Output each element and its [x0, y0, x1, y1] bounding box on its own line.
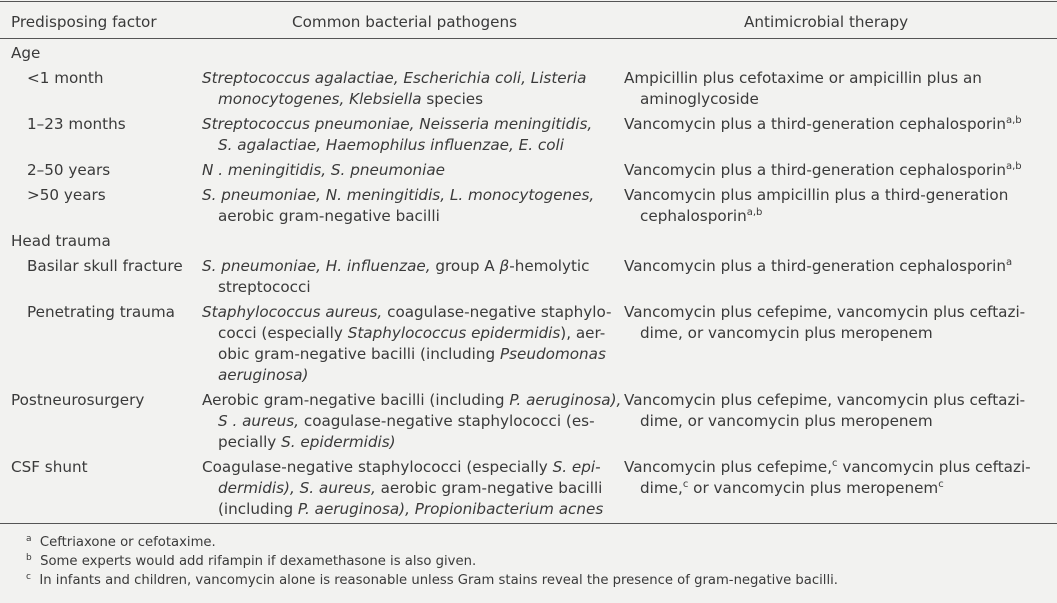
pathogens-cell [202, 114, 602, 156]
factor-cell: Basilar skull fracture [27, 257, 183, 275]
pathogen-text: cocci (especially [218, 324, 348, 342]
therapy-cell [624, 114, 1049, 135]
top-rule [0, 1, 1057, 2]
pathogen-text: Aerobic gram-negative bacilli (including [202, 391, 510, 409]
pathogen-text: -hemolytic [509, 257, 590, 275]
therapy-text: vancomycin plus ceftazi- [837, 458, 1031, 476]
factor-cell: Postneurosurgery [11, 391, 145, 409]
pathogen-text: group A [430, 257, 500, 275]
pathogen-text: coagulase-negative staphylo- [382, 303, 612, 321]
footnote-b [26, 554, 476, 570]
pathogen-text: aeruginosa) [218, 366, 309, 384]
footnote-c [26, 573, 838, 589]
pathogens-cell [202, 457, 602, 520]
pathogen-text: monocytogenes, Klebsiella [218, 90, 422, 108]
factor-cell: 1–23 months [27, 115, 126, 133]
footnote-ref: c [832, 458, 838, 469]
footnote-ref: a,b [1006, 161, 1022, 172]
footnote-mark: a [26, 534, 32, 544]
pathogen-text: pecially [218, 433, 282, 451]
therapy-text: Vancomycin plus a third-generation cephalosporin [624, 257, 1006, 275]
therapy-text: Vancomycin plus cefepime, vancomycin plus ceftazi- [624, 391, 1026, 409]
therapy-text: Vancomycin plus ampicillin plus a third-generation [624, 186, 1009, 204]
therapy-cell [624, 68, 1049, 110]
footnote-ref: a [1006, 257, 1013, 268]
pathogens-cell [202, 390, 622, 453]
footnote-a [26, 535, 216, 551]
pathogens-cell [202, 185, 602, 227]
footnote-text: Ceftriaxone or cefotaxime. [39, 535, 216, 550]
footnote-text: Some experts would add rifampin if dexamethasone is also given. [40, 554, 477, 569]
pathogen-text: species [421, 90, 484, 108]
therapy-text: dime, or vancomycin plus meropenem [640, 412, 933, 430]
pathogen-text: S. agalactiae, Haemophilus influenzae, E. coli [218, 136, 564, 154]
pathogen-text: S . aureus, [218, 412, 300, 430]
pathogen-text: coagulase-negative staphylococci (es- [299, 412, 595, 430]
pathogen-text: P. aeruginosa), Propionibacterium acnes [297, 500, 604, 518]
group-label: Age [11, 44, 41, 62]
therapy-cell [624, 390, 1049, 432]
pathogens-cell [202, 68, 602, 110]
therapy-text: Vancomycin plus cefepime, vancomycin plus ceftazi- [624, 303, 1026, 321]
bottom-rule [0, 523, 1057, 524]
factor-cell: <1 month [27, 69, 104, 87]
pathogen-text: dermidis), S. aureus, [218, 479, 376, 497]
header-rule [0, 38, 1057, 39]
pathogen-text: S. epi- [552, 458, 601, 476]
pathogen-text: S. pneumoniae, N. meningitidis, L. monocytogenes, [202, 186, 595, 204]
pathogen-text: Streptococcus agalactiae, Escherichia coli, Listeria [202, 69, 587, 87]
factor-cell: 2–50 years [27, 161, 111, 179]
therapy-cell [624, 185, 1049, 227]
pathogen-text: Coagulase-negative staphylococci (especially [202, 458, 553, 476]
footnote-text: In infants and children, vancomycin alone is reasonable unless Gram stains reveal the presence of gram-negative bacilli. [39, 573, 838, 588]
factor-cell: >50 years [27, 186, 106, 204]
pathogen-text: (including [218, 500, 298, 518]
therapy-cell [624, 457, 1049, 499]
footnote-mark: b [26, 553, 32, 563]
pathogen-text: N . meningitidis, S. pneumoniae [202, 161, 446, 179]
group-label: Head trauma [11, 232, 111, 250]
pathogens-cell [202, 160, 602, 181]
pathogens-cell [202, 302, 612, 386]
pathogen-text: obic gram-negative bacilli (including [218, 345, 500, 363]
pathogen-text: Staphylococcus aureus, [202, 303, 383, 321]
pathogens-cell [202, 256, 602, 298]
pathogen-text: Pseudomonas [499, 345, 606, 363]
footnote-ref: a,b [746, 207, 763, 218]
pathogen-text: aerobic gram-negative bacilli [218, 207, 440, 225]
therapy-text: dime, or vancomycin plus meropenem [640, 324, 933, 342]
therapy-text: Ampicillin plus cefotaxime or ampicillin plus an [624, 69, 982, 87]
pathogen-text: Staphylococcus epidermidis [347, 324, 561, 342]
therapy-cell [624, 256, 1049, 277]
pathogen-text: P. aeruginosa), [509, 391, 622, 409]
therapy-text: Vancomycin plus a third-generation cephalosporin [624, 161, 1006, 179]
header-predisposing-factor: Predisposing factor [11, 13, 157, 31]
pathogen-text: Streptococcus pneumoniae, Neisseria meningitidis, [202, 115, 593, 133]
footnote-ref: a,b [1006, 115, 1022, 126]
header-antimicrobial-therapy: Antimicrobial therapy [744, 13, 909, 31]
footnote-mark: c [26, 572, 31, 582]
therapy-text: aminoglycoside [640, 90, 759, 108]
factor-cell: CSF shunt [11, 458, 88, 476]
footnote-ref: c [938, 479, 944, 490]
therapy-text: dime, [640, 479, 683, 497]
therapy-cell [624, 302, 1049, 344]
beta-symbol: β [499, 257, 510, 275]
therapy-cell [624, 160, 1049, 181]
therapy-text: Vancomycin plus a third-generation cephalosporin [624, 115, 1006, 133]
pathogen-text: S. epidermidis) [281, 433, 396, 451]
therapy-text: cephalosporin [640, 207, 747, 225]
pathogen-text: ), aer- [560, 324, 606, 342]
pathogen-text: S. pneumoniae, H. influenzae, [202, 257, 431, 275]
factor-cell: Penetrating trauma [27, 303, 175, 321]
therapy-text: Vancomycin plus cefepime, [624, 458, 833, 476]
pathogen-text: aerobic gram-negative bacilli [375, 479, 603, 497]
pathogen-text: streptococci [218, 278, 311, 296]
therapy-text: or vancomycin plus meropenem [688, 479, 939, 497]
header-common-pathogens: Common bacterial pathogens [292, 13, 517, 31]
footnote-ref: c [682, 479, 689, 490]
